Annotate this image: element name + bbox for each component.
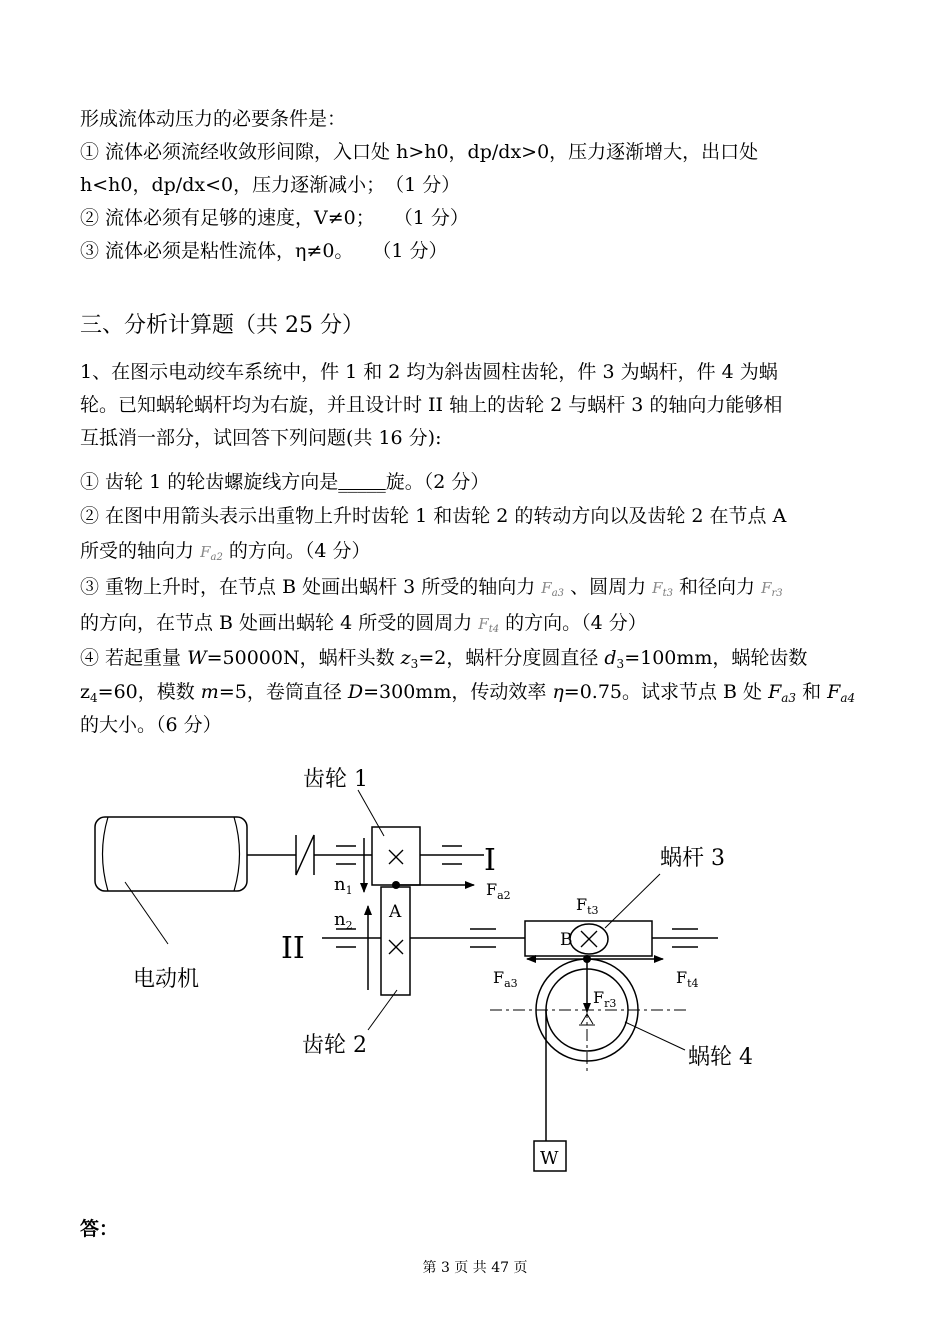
subquestion-2-text-a: 所受的轴向力	[80, 540, 195, 562]
page-footer: 第 3 页 共 47 页	[422, 1260, 528, 1276]
winch-diagram	[0, 750, 950, 1190]
text-line-2: ① 流体必须流经收敛形间隙，入口处 h>h0，dp/dx>0，压力逐渐增大，出口处	[80, 141, 759, 163]
subquestion-3-line-2: 的方向，在节点 B 处画出蜗轮 4 所受的圆周力 $F_{t4}$ 的方向。（4 分）	[80, 612, 647, 635]
motor-label: 电动机	[133, 967, 200, 992]
subquestion-4-line-2: $z_4=60$，模数 m=5，卷筒直径 D=300mm，传动效率 η=0.75。试求节点 B 处 $F_{a3}$ 和 $F_{a4}$	[80, 681, 856, 705]
question-line-1: 1、在图示电动绞车系统中，件 1 和 2 均为斜齿圆柱齿轮，件 3 为蜗杆，件 4 为蜗	[80, 361, 778, 383]
fr3-label: $F_{r3}$	[593, 988, 617, 1010]
motor-end-left	[103, 817, 109, 891]
question-line-3: 互抵消一部分，试回答下列问题(共 16 分):	[80, 427, 442, 449]
fa3-label: $F_{a3}$	[493, 968, 518, 990]
coupling-icon	[296, 835, 314, 875]
text-line-3: h<h0，dp/dx<0，压力逐渐减小； （1 分）	[80, 174, 461, 196]
subquestion-2-line-2	[80, 539, 371, 570]
fa2-label: $F_{a2}$	[486, 880, 511, 902]
worm-wheel-label: 蜗轮 4	[688, 1045, 753, 1070]
ft4-label: $F_{t4}$	[676, 968, 699, 990]
gear-2-label: 齿轮 2	[302, 1033, 367, 1058]
motor-end-right	[234, 817, 240, 891]
gear-2-leader-line	[368, 990, 397, 1030]
gear-1-leader-line	[358, 790, 384, 836]
node-b-label: B	[560, 930, 573, 950]
node-a-label: A	[389, 902, 402, 922]
shaft-1-label: I	[484, 843, 496, 878]
text-line-5: ③ 流体必须是粘性流体，η≠0。 （1 分）	[80, 240, 448, 262]
gear-1-label: 齿轮 1	[303, 767, 368, 792]
subquestion-2-line-1: ② 在图中用箭头表示出重物上升时齿轮 1 和齿轮 2 的转动方向以及齿轮 2 在节点 A	[80, 505, 787, 527]
subquestion-2-text-b: 的方向。（4 分）	[228, 540, 371, 562]
worm-leader-line	[605, 874, 660, 928]
ft3-label: $F_{t3}$	[576, 895, 599, 917]
motor-body	[95, 817, 247, 891]
subquestion-1-text-a: ① 齿轮 1 的轮齿螺旋线方向是	[80, 471, 339, 493]
n1-label: $n_1$	[334, 874, 353, 897]
answer-label: 答：	[80, 1218, 119, 1240]
subquestion-4-line-1: ④ 若起重量 W=50000N，蜗杆头数 $z_3=2$，蜗杆分度圆直径 $d_3=100mm$，蜗轮齿数	[80, 647, 808, 671]
answer-blank: _____	[338, 471, 386, 493]
question-line-2: 轮。已知蜗轮蜗杆均为右旋，并且设计时 II 轴上的齿轮 2 与蜗杆 3 的轴向力能够相	[80, 394, 783, 416]
wheel-leader-line	[625, 1022, 685, 1050]
shaft-2-label: II	[281, 931, 305, 966]
worm-label: 蜗杆 3	[660, 846, 725, 871]
weight-label: W	[540, 1148, 559, 1169]
gear-1	[372, 827, 420, 885]
text-line-4: ② 流体必须有足够的速度，V≠0； （1 分）	[80, 207, 469, 229]
subquestion-1-text-b: 旋。（2 分）	[385, 471, 490, 493]
text-line-1: 形成流体动压力的必要条件是：	[80, 108, 347, 130]
symbol-fa3: $F_{a3}$	[541, 579, 565, 599]
subquestion-1	[80, 470, 489, 494]
subquestion-4-line-3: 的大小。（6 分）	[80, 714, 222, 736]
symbol-fr3: $F_{r3}$	[761, 579, 783, 599]
symbol-fa2: $F_{a2}$	[200, 543, 223, 563]
subquestion-3-line-1: ③ 重物上升时，在节点 B 处画出蜗杆 3 所受的轴向力 $F_{a3}$ 、圆周力 $F_{t3}$ 和径向力 $F_{r3}$	[80, 576, 783, 599]
n2-label: $n_2$	[334, 909, 353, 932]
symbol-ft4: $F_{t4}$	[478, 615, 500, 635]
section-heading: 三、分析计算题（共 25 分）	[80, 313, 364, 338]
symbol-ft3: $F_{t3}$	[652, 579, 673, 599]
